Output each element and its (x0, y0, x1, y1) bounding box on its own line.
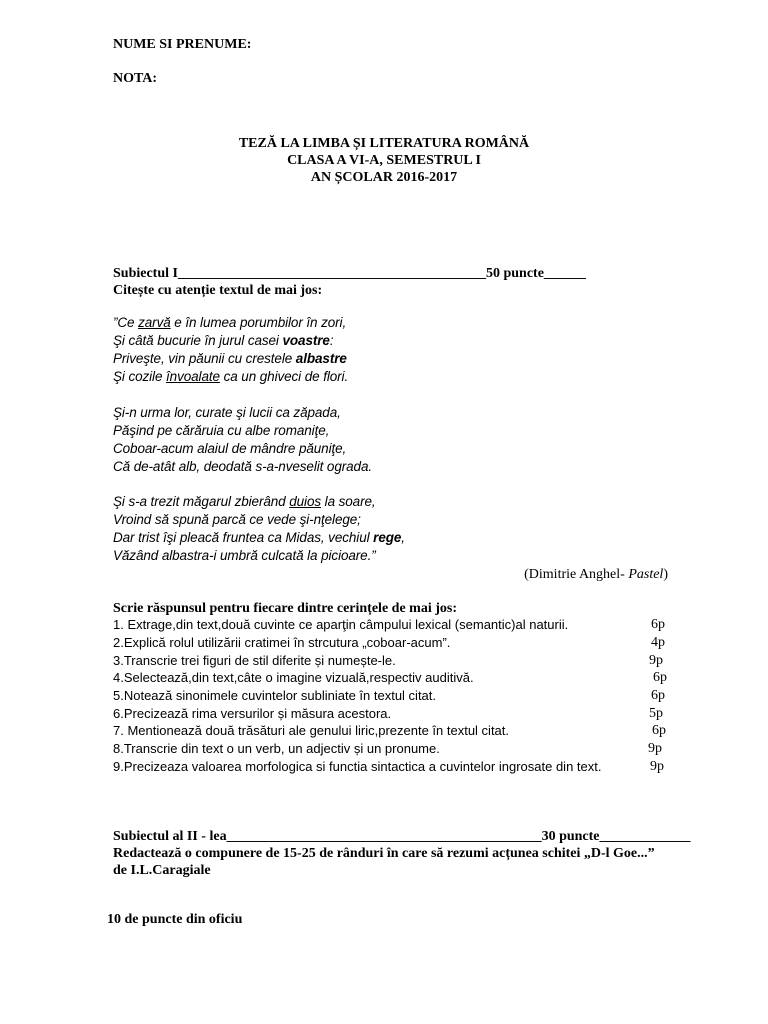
title-line-3: AN ȘCOLAR 2016-2017 (310, 170, 458, 185)
poem-line: Văzând albastra-i umbră culcată la picioare.” (113, 548, 376, 563)
poem-line: ”Ce zarvă e în lumea porumbilor în zori, (113, 315, 347, 330)
underlined-word: zarvă (138, 315, 171, 330)
task-points: 6p (652, 723, 666, 738)
bold-word: voastre (282, 333, 330, 348)
task-points: 6p (653, 670, 667, 685)
bold-word: rege (373, 530, 402, 545)
bold-word: albastre (295, 351, 347, 366)
task-item: 3.Transcrie trei figuri de stil diferite și numește-le. 9p (113, 653, 663, 668)
poem-line: Şi-n urma lor, curate şi lucii ca zăpada, (113, 405, 341, 420)
task-item: 1. Extrage,din text,două cuvinte ce aparţin câmpului lexical (semantic)al naturii. 6p (113, 617, 665, 632)
name-label: NUME SI PRENUME: (113, 37, 252, 52)
task-item: 2.Explică rolul utilizării cratimei în strcutura „coboar-acum”. 4p (113, 635, 665, 650)
poem-line: Şi cozile învoalate ca un ghiveci de flori. (113, 369, 349, 384)
grade-label: NOTA: (113, 71, 158, 86)
task-points: 5p (649, 706, 663, 721)
poem-line: Şi câtă bucurie în jurul casei voastre: (113, 333, 334, 348)
subject2-task-line-1: Redactează o compunere de 15-25 de rânduri în care să rezumi acțunea schitei „D-l Goe...” (113, 846, 655, 861)
title-line-2: CLASA A VI-A, SEMESTRUL I (287, 153, 481, 168)
task-item: 6.Precizează rima versurilor și măsura acestora. 5p (113, 706, 663, 721)
poem-attribution: (Dimitrie Anghel- Pastel) (524, 567, 668, 582)
poem-line: Vroind să spună parcă ce vede şi-nţelege; (113, 512, 361, 527)
title-line-1: TEZĂ LA LIMBA ȘI LITERATURA ROMÂNĂ (238, 136, 530, 151)
subject1-heading: Subiectul I____________________________________________50 puncte______ (113, 266, 586, 281)
poem-line: Că de-atât alb, deodată s-a-nveselit ograda. (113, 459, 373, 474)
poem-line: Priveşte, vin păunii cu crestele albastre (113, 351, 347, 366)
task-points: 9p (648, 741, 662, 756)
task-item: 7. Mentionează două trăsături ale genului liric,prezente în textul citat. 6p (113, 723, 666, 738)
underlined-word: învoalate (166, 369, 220, 384)
task-points: 9p (650, 759, 664, 774)
underlined-word: duios (289, 494, 322, 509)
task-points: 9p (649, 653, 663, 668)
task-points: 6p (651, 617, 665, 632)
poem-line: Coboar-acum alaiul de mândre păuniţe, (113, 441, 347, 456)
task-item: 5.Notează sinonimele cuvintelor subliniate în textul citat. 6p (113, 688, 665, 703)
bonus-points: 10 de puncte din oficiu (107, 912, 243, 927)
task-item: 9.Precizeaza valoarea morfologica si functia sintactica a cuvintelor ingrosate din text. 9p (113, 759, 664, 774)
task-item: 8.Transcrie din text o un verb, un adjectiv și un pronume. 9p (113, 741, 662, 756)
poem-line: Şi s-a trezit măgarul zbierând duios la soare, (113, 494, 376, 509)
poem-line: Păşind pe cărăruia cu albe romaniţe, (113, 423, 330, 438)
poem-line: Dar trist îşi pleacă fruntea ca Midas, vechiul rege, (113, 530, 405, 545)
subject1-instruction: Citește cu atenție textul de mai jos: (113, 283, 323, 298)
task-points: 4p (651, 635, 665, 650)
subject2-task-line-2: de I.L.Caragiale (113, 863, 211, 878)
task-item: 4.Selectează,din text,câte o imagine vizuală,respectiv auditivă. 6p (113, 670, 667, 685)
tasks-heading: Scrie răspunsul pentru fiecare dintre cerințele de mai jos: (113, 601, 457, 616)
task-points: 6p (651, 688, 665, 703)
subject2-heading: Subiectul al II - lea_____________________________________________30 puncte_____________ (113, 829, 691, 844)
